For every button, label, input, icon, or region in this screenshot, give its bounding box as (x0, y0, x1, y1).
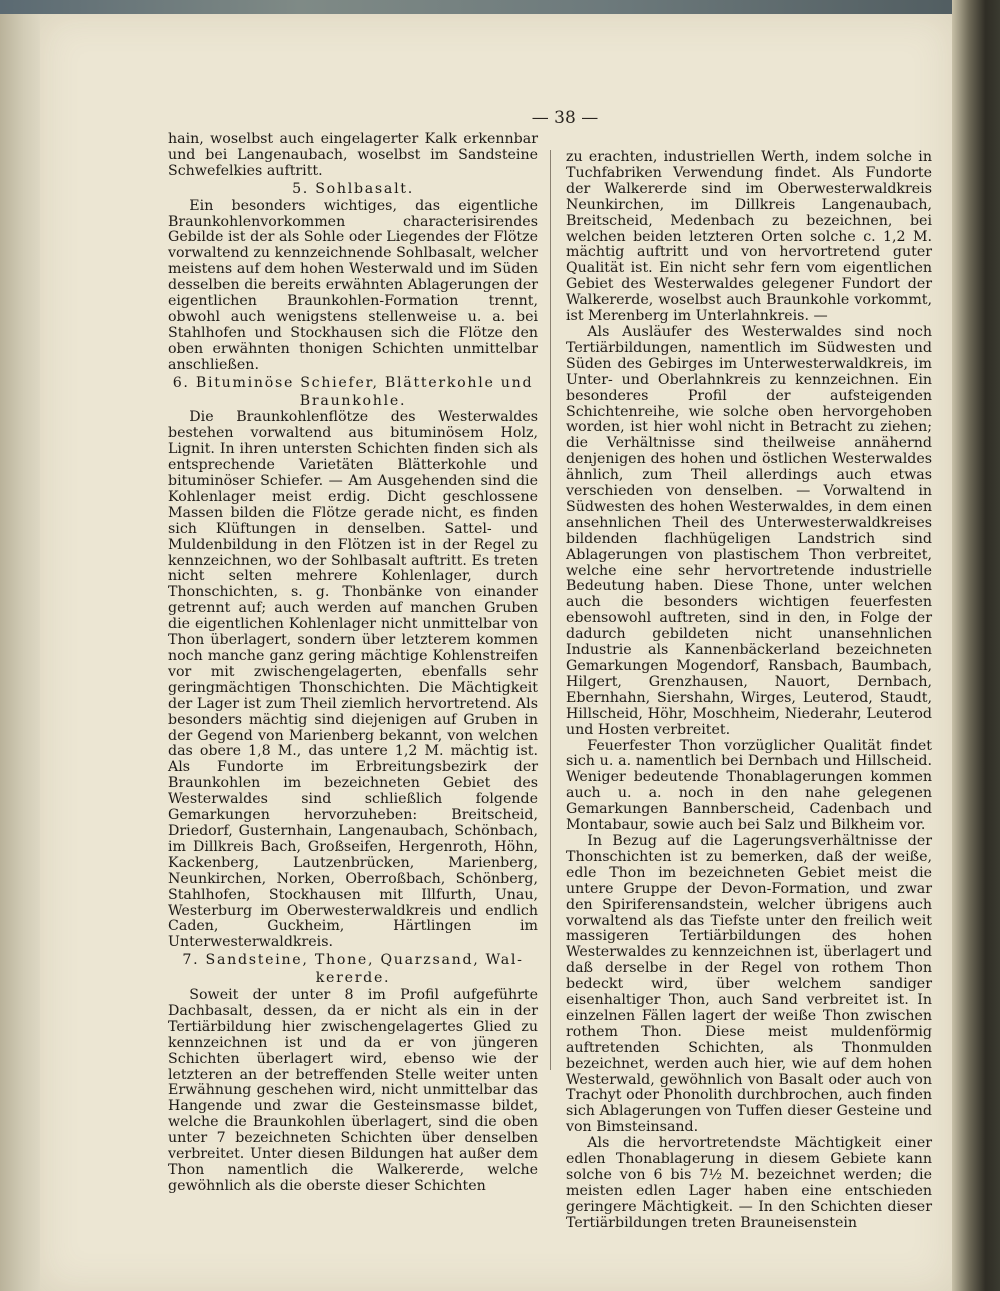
section-heading-continued: kererde. (315, 970, 391, 987)
paragraph: Soweit der unter 8 im Profil aufgeführte Dachbasalt, dessen, da er nicht als ein in der Tertiärbildung hier zwischengelagertes Glied zu kennzeichnen ist und da er von jüngeren Schichten überlagert wird, ebenso wie der letzteren an der betreffenden Stelle weiter unten Erwähnung geschehen wird, nicht unmittelbar das Hangende und zwar die Gesteinsmasse bildet, welche die Braunkohlen überlagert, sind die oben unter 7 bezeichneten Schichten über denselben verbreitet. Unter diesen Bildungen hat außer dem Thon namentlich die Walkererde, welche gewöhnlich als die oberste dieser Schichten (168, 987, 538, 1194)
section-heading: 6. Bituminöse Schiefer, Blätterkohle und (172, 374, 534, 391)
right-column (566, 150, 932, 1232)
paragraph: zu erachten, industriellen Werth, indem solche in Tuchfabriken Verwendung findet. Als Fundorte der Walkererde sind im Oberwesterwaldkreis Neunkirchen, im Dillkreis Langenaubach, Breitscheid, Medenbach zu bezeichnen, bei welchen beiden letzteren Orten solche c. 1,2 M. mächtig auftritt und von hervortretend guter Qualität ist. Ein nicht sehr fern vom eigentlichen Gebiet des Westerwaldes gelegener Fundort der Walkererde, woselbst auch Braunkohle vorkommt, ist Merenberg im Unterlahnkreis. — (566, 149, 932, 325)
left-column (168, 132, 538, 1195)
paragraph: Die Braunkohlenflötze des Westerwaldes bestehen vorwaltend aus bituminösem Holz, Lignit. In ihren untersten Schichten finden sich als entsprechende Varietäten Blätterkohle und bituminöser Schiefer. — Am Ausgehenden sind die Kohlenlager meist erdig. Dicht geschlossene Massen bilden die Flötze gerade nicht, es finden sich Klüftungen in denselben. Sattel- und Muldenbildung in den Flötzen ist in der Regel zu kennzeichnen, wo der Sohlbasalt auftritt. Es treten nicht selten mehrere Kohlenlager, durch Thonschichten, s. g. Thonbänke von einander getrennt auf; auch werden auf manchen Gruben die eigentlichen Kohlenlager nicht unmittelbar von Thon überlagert, sondern über letzterem kommen noch manche ganz gering mächtige Kohlenstreifen vor mit zwischengelagerten, ebenfalls sehr geringmächtigen Thonschichten. Die Mächtigkeit der Lager ist zum Theil ziemlich hervortretend. Als besonders mächtig sind diejenigen auf Gruben in der Gegend von Marienberg bekannt, von welchen das obere 1,8 M., das untere 1,2 M. mächtig ist. Als Fundorte im Erbreitungsbezirk der Braunkohlen im bezeichneten Gebiet des Westerwaldes sind schließlich folgende Gemarkungen hervorzuheben: Breitscheid, Driedorf, Gusternhain, Langenaubach, Schönbach, im Dillkreis Bach, Großseifen, Hergenroth, Höhn, Kackenberg, Lautzenbrücken, Marienberg, Neunkirchen, Norken, Oberroßbach, Schönberg, Stahlhofen, Stockhausen mit Illfurth, Unau, Westerburg im Oberwesterwaldkreis und endlich Caden, Guckheim, Härtlingen im Unterwesterwaldkreis. (168, 409, 538, 951)
section-heading: 5. Sohlbasalt. (292, 180, 414, 197)
section-heading: 7. Sandsteine, Thone, Quarzsand, Wal- (182, 952, 524, 969)
paragraph: Als Ausläufer des Westerwaldes sind noch Tertiärbildungen, namentlich im Südwesten und Süden des Gebirges im Unterwesterwaldkreis, im Unter- und Oberlahnkreis zu kennzeichnen. Ein besonderes Profil der aufsteigenden Schichtenreihe, wie solche oben hervorgehoben worden, ist hier wohl nicht in Betracht zu ziehen; die Verhältnisse sind theilweise annähernd denjenigen des hohen und östlichen Westerwaldes ähnlich, zum Theil allerdings auch etwas verschieden von denselben. — Vorwaltend in Südwesten des hohen Westerwaldes, in dem einen ansehnlichen Theil des Unterwesterwaldkreises bildenden flachhügeligen Landstrich sind Ablagerungen von plastischem Thon verbreitet, welche eine sehr hervortretende industrielle Bedeutung haben. Diese Thone, unter welchen auch die besonders wichtigen feuerfesten ebensowohl auftreten, sind in den, in Folge der dadurch gebildeten nicht unansehnlichen Industrie als Kannenbäckerland bezeichneten Gemarkungen Mogendorf, Ransbach, Baumbach, Hilgert, Grenzhausen, Nauort, Dernbach, Ebernhahn, Siershahn, Wirges, Leuterod, Staudt, Hillscheid, Höhr, Moschheim, Niederahr, Leuterod und Hosten verbreitet. (566, 323, 932, 738)
paragraph: hain, woselbst auch eingelagerter Kalk erkennbar und bei Langenaubach, woselbst im Sandsteine Schwefelkies auftritt. (168, 131, 538, 179)
book-edge-top (0, 0, 1000, 14)
page-stack-edge (0, 14, 40, 1291)
page-number: — 38 — (531, 108, 599, 128)
paragraph: Feuerfester Thon vorzüglicher Qualität findet sich u. a. namentlich bei Dernbach und Hillscheid. Weniger bedeutende Thonablagerungen kommen auch u. a. noch in den nahe gelegenen Gemarkungen Bannberscheid, Cadenbach und Montabaur, sowie auch bei Salz und Bilkheim vor. (566, 737, 932, 834)
section-heading-continued: Braunkohle. (299, 392, 407, 409)
book-binding (952, 0, 1000, 1291)
paragraph: In Bezug auf die Lagerungsverhältnisse der Thonschichten ist zu bemerken, daß der weiße, edle Thon im bezeichneten Gebiet meist die untere Gruppe der Devon-Formation, und zwar den Spiriferensandstein, welcher übrigens auch vorwaltend als das Tiefste unter den freilich weit massigeren Tertiärbildungen des hohen Westerwaldes zu kennzeichnen ist, überlagert und daß derselbe in der Regel von rothem Thon bedeckt wird, über welchem sandiger eisenhaltiger Thon, auch Sand verbreitet ist. In einzelnen Fällen lagert der weiße Thon zwischen rothem Thon. Diese meist muldenförmig auftretenden Schichten, als Thonmulden bezeichnet, werden auch hier, wie auf dem hohen Westerwald, gewöhnlich von Basalt oder auch von Trachyt oder Phonolith durchbrochen, auch finden sich Ablagerungen von Tuffen dieser Gesteine und von Bimsteinsand. (566, 832, 932, 1136)
paragraph: Ein besonders wichtiges, das eigentliche Braunkohlenvorkommen characterisirendes Gebilde ist der als Sohle oder Liegendes der Flötze vorwaltend zu kennzeichnende Sohlbasalt, welcher meistens auf dem hohen Westerwald und im Süden desselben die bereits erwähnten Ablagerungen der eigentlichen Braunkohlen-Formation trennt, obwohl auch wenigstens stellenweise u. a. bei Stahlhofen und Stockhausen sich die Flötze den oben erwähnten thonigen Schichten unmittelbar anschließen. (168, 197, 538, 373)
column-divider (550, 150, 551, 1070)
paragraph: Als die hervortretendste Mächtigkeit einer edlen Thonablagerung in diesem Gebiete kann solche von 6 bis 7½ M. bezeichnet werden; die meisten edlen Lager haben eine entschieden geringere Mächtigkeit. — In den Schichten dieser Tertiärbildungen treten Brauneisenstein (566, 1135, 932, 1231)
